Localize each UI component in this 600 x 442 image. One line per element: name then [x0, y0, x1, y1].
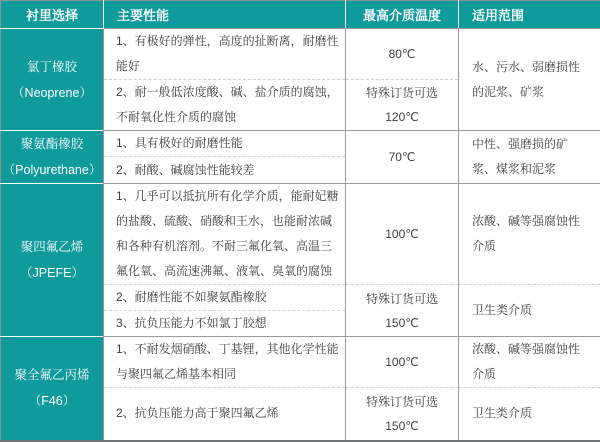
table-header-row [1, 1, 600, 29]
column-header-scope: 适用范围 [459, 1, 600, 29]
material-code: （F46） [1, 388, 103, 414]
performance-cell: 1、有极好的弹性，高度的扯断离，耐磨性能好 [104, 29, 346, 80]
range-cell: 卫生类介质 [459, 388, 600, 441]
temperature-value: 150℃ [346, 311, 458, 335]
range-cell: 浓酸、碱等强腐蚀性介质 [459, 184, 600, 285]
performance-cell: 2、耐一般低浓度酸、碱、盐介质的腐蚀，不耐氧化性介质的腐蚀 [104, 80, 346, 131]
table-row [1, 184, 600, 285]
temperature-cell: 100℃ [346, 184, 459, 285]
material-name: 聚全氟乙丙烯 [1, 362, 103, 388]
performance-cell: 1、几乎可以抵抗所有化学介质，能耐妃糖的盐酸、硫酸、硝酸和王水，也能耐浓碱和各种有机溶剂。不耐三氟化氧、高温三氟化氧、高流速沸氟、液氧、臭氧的腐蚀 [104, 184, 346, 285]
range-cell: 卫生类介质 [459, 285, 600, 337]
column-header-max-temp: 最高介质温度 [346, 1, 459, 29]
temperature-cell: 80℃ [346, 29, 459, 80]
temperature-note: 特殊订货可选 [346, 390, 458, 414]
performance-cell: 2、耐磨性能不如聚氨酯橡胶 [104, 285, 346, 311]
performance-cell: 2、抗负压能力高于聚四氟乙烯 [104, 388, 346, 441]
material-cell-ptfe [1, 184, 104, 337]
material-code: （Polyurethane） [1, 157, 103, 183]
column-header-performance: 主要性能 [104, 1, 346, 29]
material-cell-neoprene [1, 29, 104, 131]
temperature-note: 特殊订货可选 [346, 287, 458, 311]
temperature-value: 150℃ [346, 414, 458, 438]
temperature-cell [346, 80, 459, 131]
table-row [1, 29, 600, 80]
temperature-cell: 70℃ [346, 131, 459, 184]
temperature-cell: 100℃ [346, 337, 459, 388]
performance-cell: 1、不耐发烟硝酸、丁基锂，其他化学性能与聚四氟乙烯基本相同 [104, 337, 346, 388]
temperature-value: 120℃ [346, 105, 458, 129]
range-cell: 中性、强磨损的矿浆、煤浆和泥浆 [459, 131, 600, 184]
performance-cell: 2、耐酸、碱腐蚀性能较差 [104, 157, 346, 184]
material-name: 氯丁橡胶 [1, 54, 103, 80]
range-cell: 浓酸、碱等强腐蚀性介质 [459, 337, 600, 388]
table-row [1, 131, 600, 157]
material-cell-polyurethane [1, 131, 104, 184]
performance-cell: 3、抗负压能力不如氯丁胶想 [104, 311, 346, 337]
temperature-note: 特殊订货可选 [346, 81, 458, 105]
material-name: 聚氨酯橡胶 [1, 131, 103, 157]
table-row [1, 337, 600, 388]
material-cell-f46 [1, 337, 104, 441]
material-name: 聚四氟乙烯 [1, 234, 103, 260]
temperature-cell [346, 285, 459, 337]
material-code: （Neoprene） [1, 80, 103, 106]
material-code: （JPEFE） [1, 260, 103, 286]
range-cell: 水、污水、弱磨损性的泥浆、矿浆 [459, 29, 600, 131]
performance-cell: 1、具有极好的耐磨性能 [104, 131, 346, 157]
temperature-cell [346, 388, 459, 441]
column-header-lining: 衬里选择 [1, 1, 104, 29]
